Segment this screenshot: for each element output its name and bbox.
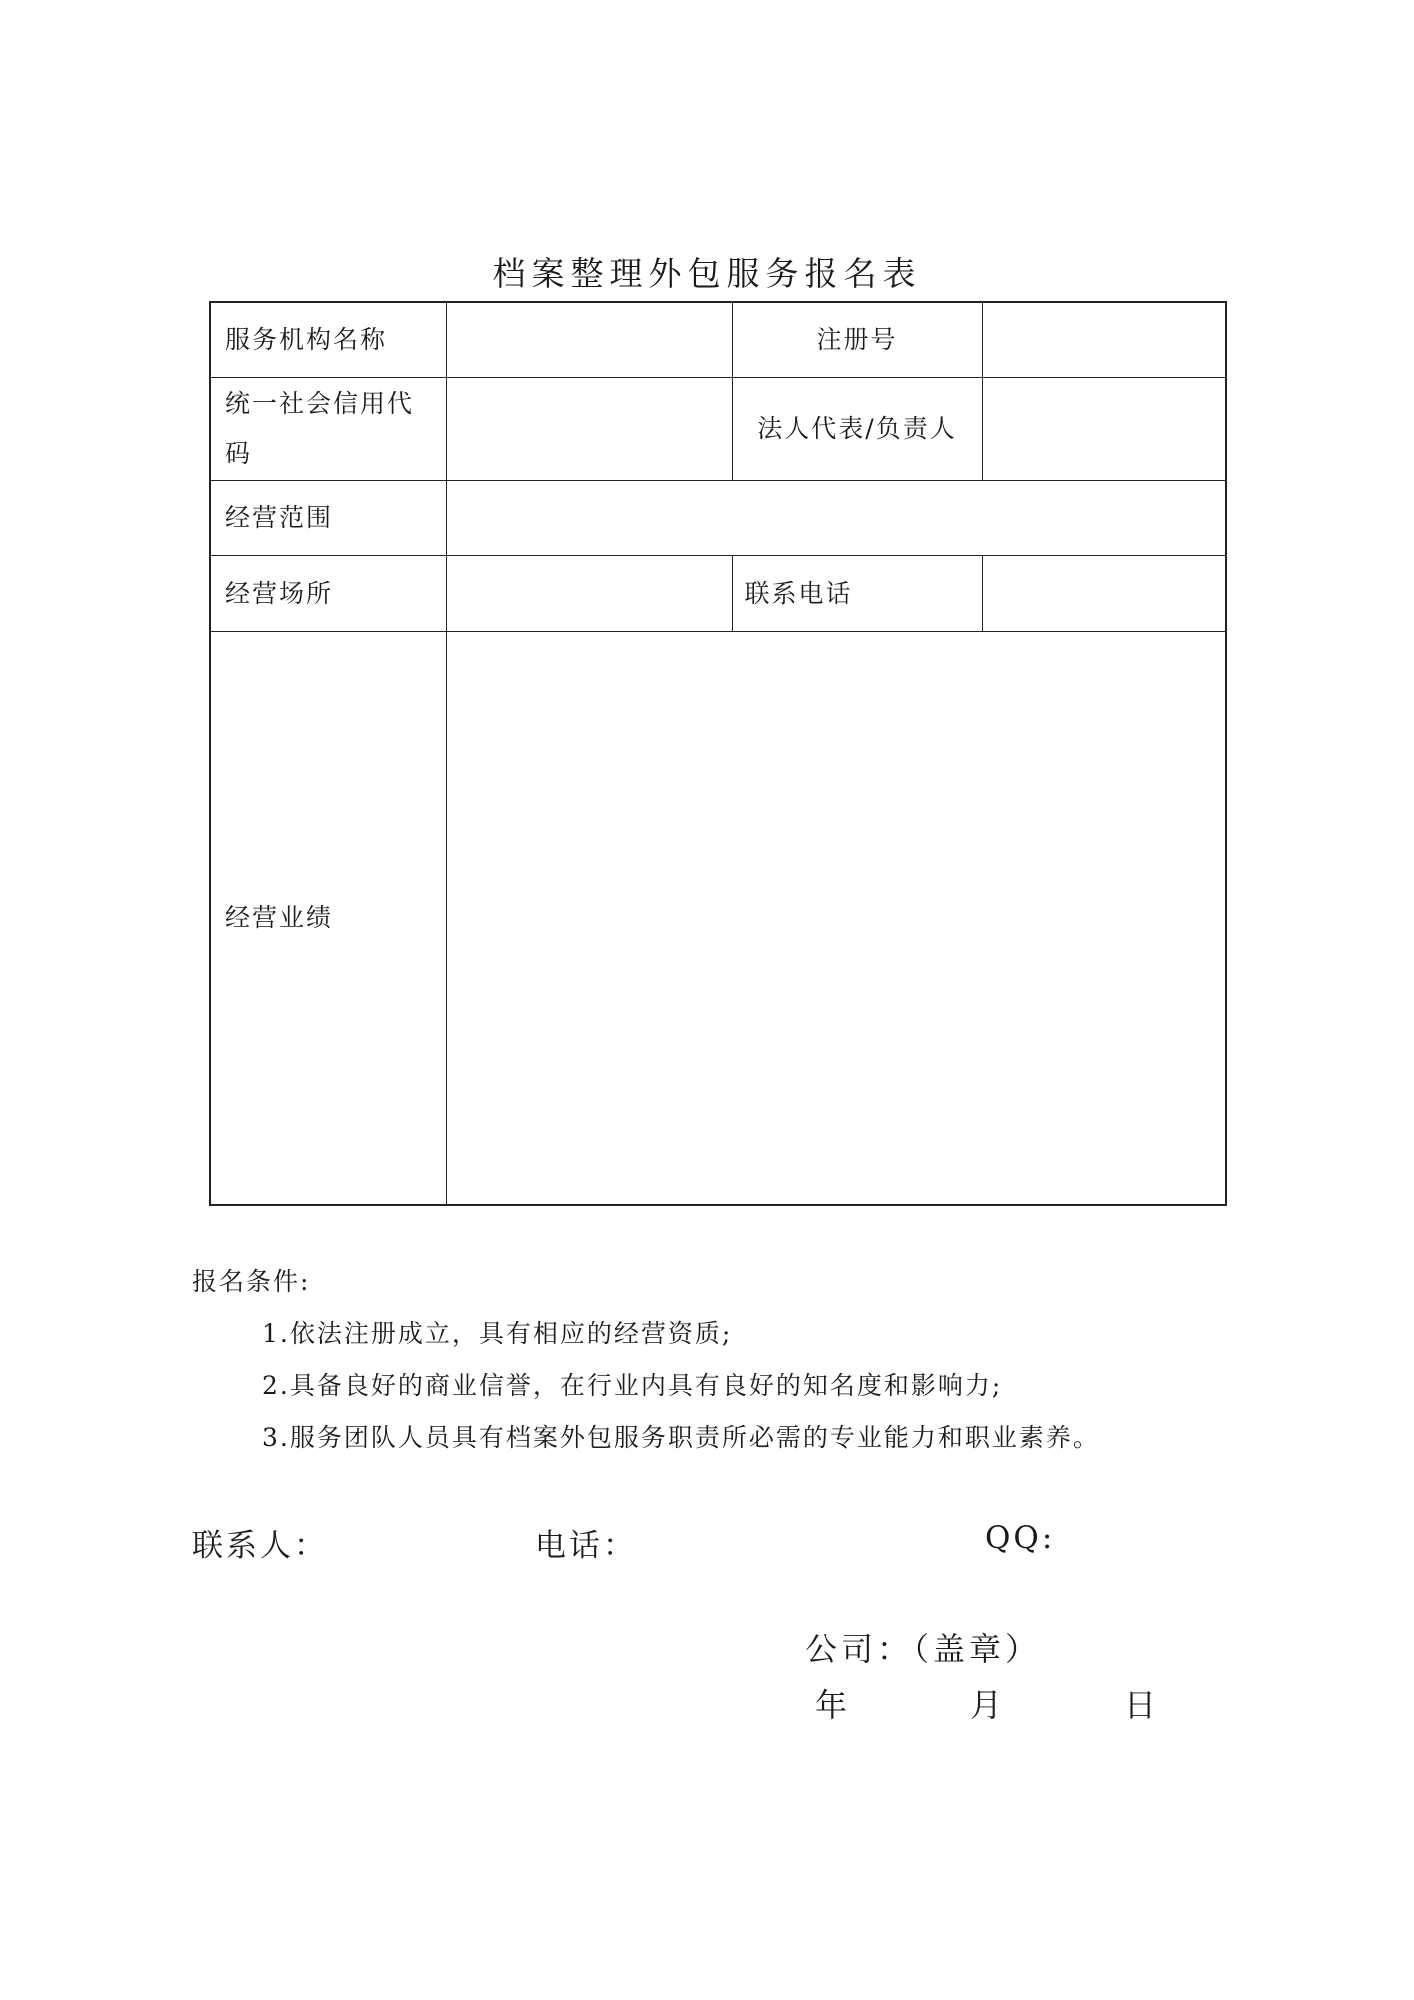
business-location-field[interactable] xyxy=(446,556,732,632)
company-seal-label: 公司：（盖章） xyxy=(805,1630,1042,1668)
contact-person-label: 联系人： xyxy=(192,1528,328,1564)
legal-rep-field[interactable] xyxy=(982,377,1226,480)
contact-qq-label: QQ: xyxy=(985,1520,1056,1556)
row-business-scope xyxy=(210,480,1226,555)
row-business-location xyxy=(210,556,1226,632)
reg-no-field[interactable] xyxy=(982,302,1226,377)
form-title: 档案整理外包服务报名表 xyxy=(492,254,922,293)
condition-item-1: 1.依法注册成立，具有相应的经营资质; xyxy=(262,1319,733,1348)
business-scope-label: 经营范围 xyxy=(210,480,446,555)
business-performance-field[interactable] xyxy=(446,632,1226,1205)
conditions-heading: 报名条件: xyxy=(192,1267,311,1296)
contact-phone-text: 电话： xyxy=(535,1528,637,1564)
condition-item-2: 2.具备良好的商业信誉，在行业内具有良好的知名度和影响力; xyxy=(262,1371,1003,1400)
reg-no-label: 注册号 xyxy=(732,302,982,377)
row-org-name xyxy=(210,302,1226,377)
legal-rep-label: 法人代表/负责人 xyxy=(732,377,982,480)
row-business-performance xyxy=(210,632,1226,1205)
org-name-field[interactable] xyxy=(446,302,732,377)
date-year-label: 年 xyxy=(815,1686,848,1724)
credit-code-field[interactable] xyxy=(446,377,732,480)
business-scope-field[interactable] xyxy=(446,480,1226,555)
condition-item-3: 3.服务团队人员具有档案外包服务职责所必需的专业能力和职业素养。 xyxy=(262,1423,1100,1452)
date-month-label: 月 xyxy=(970,1686,1003,1724)
business-performance-label: 经营业绩 xyxy=(210,632,446,1205)
row-credit-code xyxy=(210,377,1226,480)
contact-phone-label: 联系电话 xyxy=(732,556,982,632)
date-day-label: 日 xyxy=(1124,1686,1157,1724)
credit-code-label: 统一社会信用代码 xyxy=(210,377,446,480)
org-name-label: 服务机构名称 xyxy=(210,302,446,377)
registration-form-table xyxy=(209,301,1227,1206)
contact-phone-field[interactable] xyxy=(982,556,1226,632)
business-location-label: 经营场所 xyxy=(210,556,446,632)
conditions-section xyxy=(192,1262,1100,1470)
